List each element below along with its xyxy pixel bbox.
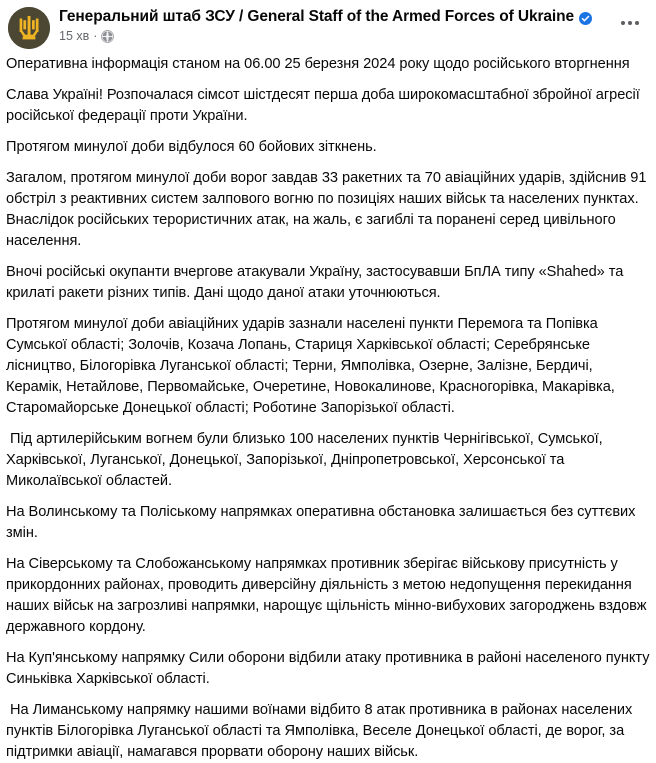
post-paragraph: Вночі російські окупанти вчергове атакували Україну, застосувавши БпЛА типу «Shahed» та крилаті ракети різних типів. Дані щодо даної атаки уточнюються. bbox=[6, 264, 628, 301]
ellipsis-dot bbox=[635, 21, 639, 25]
post-header bbox=[0, 0, 656, 52]
ukrainian-trident-emblem-icon bbox=[8, 7, 50, 49]
post-paragraph: Протягом минулої доби відбулося 60 бойових зіткнень. bbox=[6, 139, 377, 155]
post-paragraph: На Лиманському напрямку нашими воїнами відбито 8 атак противника в районах населених пунктів Білогорівка Луганської області та Ямполівка, Веселе Донецької області, де ворог, за підтримки авіації, намагався прорвати оборону наших військ. bbox=[6, 702, 637, 760]
header-text-block bbox=[59, 6, 646, 44]
globe-public-icon[interactable] bbox=[101, 30, 114, 43]
post-paragraph: Слава Україні! Розпочалася сімсот шістдесят перша доба широкомасштабної збройної агресії російської федерації проти України. bbox=[6, 87, 644, 124]
avatar-circle[interactable] bbox=[8, 7, 50, 49]
post-paragraph: Загалом, протягом минулої доби ворог завдав 33 ракетних та 70 авіаційних ударів, здійснив 91 обстріл з реактивних систем залпового вогню по позиціях наших військ та населених пунктах. Внаслідок російських терористичних атак, на жаль, є загиблі та поранені серед цивільного населення. bbox=[6, 170, 651, 249]
post-paragraph: Під артилерійським вогнем були близько 100 населених пунктів Чернігівської, Сумської, Харківської, Луганської, Донецької, Запорізької, Дніпропетровської, Херсонської та Миколаївської областей. bbox=[6, 431, 607, 489]
verified-badge-icon bbox=[579, 12, 592, 25]
post-meta-row bbox=[59, 28, 646, 44]
avatar[interactable] bbox=[8, 7, 50, 49]
ellipsis-dot bbox=[628, 21, 632, 25]
post-paragraph: Оперативна інформація станом на 06.00 25 березня 2024 року щодо російського вторгнення bbox=[6, 56, 630, 72]
post-paragraph: На Сіверському та Слобожанському напрямках противник зберігає військову присутність у прикордонних районах, проводить диверсійну діяльність з метою недопущення перекидання наших військ на загрозливі напрямки, нарощує щільність мінно-вибухових загороджень вздовж державного кордону. bbox=[6, 556, 651, 635]
post-timestamp[interactable]: 15 хв bbox=[59, 29, 90, 43]
post-paragraph: На Волинському та Поліському напрямках оперативна обстановка залишається без суттєвих змін. bbox=[6, 504, 640, 541]
post-paragraph: На Куп'янському напрямку Сили оборони відбили атаку противника в районі населеного пункту Синьківка Харківської області. bbox=[6, 650, 654, 687]
page-name-row bbox=[59, 7, 646, 27]
page-name[interactable]: Генеральний штаб ЗСУ / General Staff of the Armed Forces of Ukraine bbox=[59, 8, 575, 25]
more-options-button[interactable] bbox=[614, 12, 646, 34]
meta-separator: · bbox=[93, 29, 98, 43]
post-body bbox=[0, 54, 656, 763]
ellipsis-dot bbox=[621, 21, 625, 25]
post-paragraph: Протягом минулої доби авіаційних ударів зазнали населені пункти Перемога та Попівка Сумської області; Золочів, Козача Лопань, Стариця Харківської області; Серебрянське лісництво, Білогорівка Луганської області; Терни, Ямполівка, Озерне, Залізне, Бердичі, Керамік, Нетайлове, Первомайське, Очеретине, Новокалинове, Красногорівка, Макарівка, Старомайорське Донецької області; Роботине Запорізької області. bbox=[6, 316, 619, 416]
